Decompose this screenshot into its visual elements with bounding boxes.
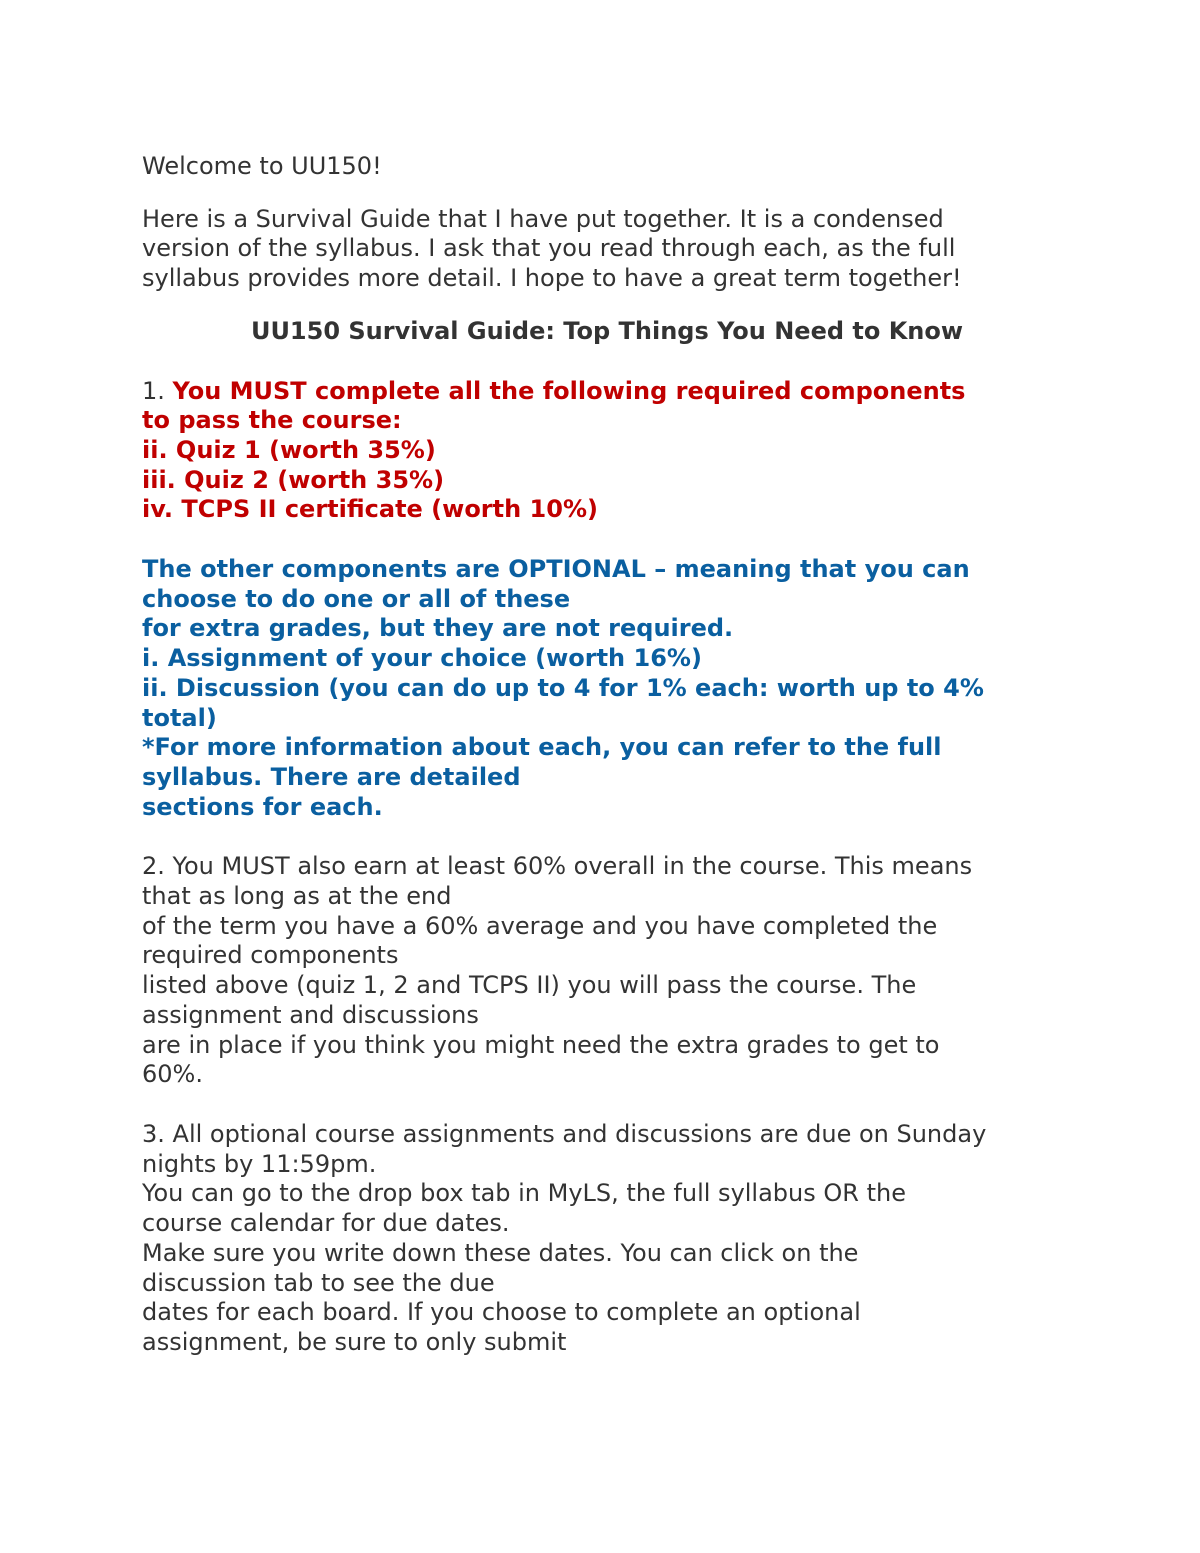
section-three-line: Make sure you write down these dates. You can click on the bbox=[142, 1238, 859, 1267]
section-two-line: 2. You MUST also earn at least 60% overall in the course. This means bbox=[142, 852, 973, 881]
section-optional bbox=[142, 555, 1072, 822]
optional-line: total) bbox=[142, 703, 217, 732]
intro-line: syllabus provides more detail. I hope to have a great term together! bbox=[142, 264, 962, 293]
document-page bbox=[142, 152, 1072, 1358]
section-three-line: 3. All optional course assignments and discussions are due on Sunday bbox=[142, 1119, 987, 1148]
section-three-line: assignment, be sure to only submit bbox=[142, 1327, 567, 1356]
required-item: iv. TCPS II certificate (worth 10%) bbox=[142, 495, 598, 524]
section-three-line: course calendar for due dates. bbox=[142, 1209, 510, 1238]
section-three-line: dates for each board. If you choose to complete an optional bbox=[142, 1298, 861, 1327]
section-required bbox=[142, 377, 1072, 526]
optional-line: *For more information about each, you can refer to the full bbox=[142, 733, 942, 762]
greeting: Welcome to UU150! bbox=[142, 152, 382, 180]
section-two-line: that as long as at the end bbox=[142, 882, 452, 911]
section-two-line: 60%. bbox=[142, 1060, 203, 1089]
section-two-line: of the term you have a 60% average and you have completed the bbox=[142, 911, 938, 940]
section-three-line: You can go to the drop box tab in MyLS, the full syllabus OR the bbox=[142, 1179, 906, 1208]
optional-line: for extra grades, but they are not required. bbox=[142, 614, 734, 643]
intro-line: Here is a Survival Guide that I have put together. It is a condensed bbox=[142, 204, 944, 233]
optional-line: ii. Discussion (you can do up to 4 for 1% each: worth up to 4% bbox=[142, 673, 984, 702]
section-two-line: are in place if you think you might need the extra grades to get to bbox=[142, 1030, 940, 1059]
section-number: 1. bbox=[142, 376, 173, 405]
section-three-line: nights by 11:59pm. bbox=[142, 1149, 377, 1178]
optional-line: The other components are OPTIONAL – meaning that you can bbox=[142, 555, 970, 584]
section-two-line: assignment and discussions bbox=[142, 1000, 479, 1029]
required-item: ii. Quiz 1 (worth 35%) bbox=[142, 435, 436, 464]
section-two-line: required components bbox=[142, 941, 399, 970]
section-three-line: discussion tab to see the due bbox=[142, 1268, 495, 1297]
optional-line: syllabus. There are detailed bbox=[142, 762, 521, 791]
section-two bbox=[142, 852, 1072, 1090]
intro-paragraph bbox=[142, 205, 1072, 294]
required-heading: 1. You MUST complete all the following required components bbox=[142, 376, 966, 405]
document-title: UU150 Survival Guide: Top Things You Need to Know bbox=[250, 316, 964, 345]
section-three bbox=[142, 1120, 1072, 1358]
required-item: iii. Quiz 2 (worth 35%) bbox=[142, 465, 445, 494]
intro-line: version of the syllabus. I ask that you read through each, as the full bbox=[142, 234, 956, 263]
optional-line: choose to do one or all of these bbox=[142, 584, 571, 613]
optional-line: sections for each. bbox=[142, 792, 383, 821]
required-heading-cont: to pass the course: bbox=[142, 406, 402, 435]
optional-line: i. Assignment of your choice (worth 16%) bbox=[142, 644, 702, 673]
section-two-line: listed above (quiz 1, 2 and TCPS II) you will pass the course. The bbox=[142, 971, 917, 1000]
